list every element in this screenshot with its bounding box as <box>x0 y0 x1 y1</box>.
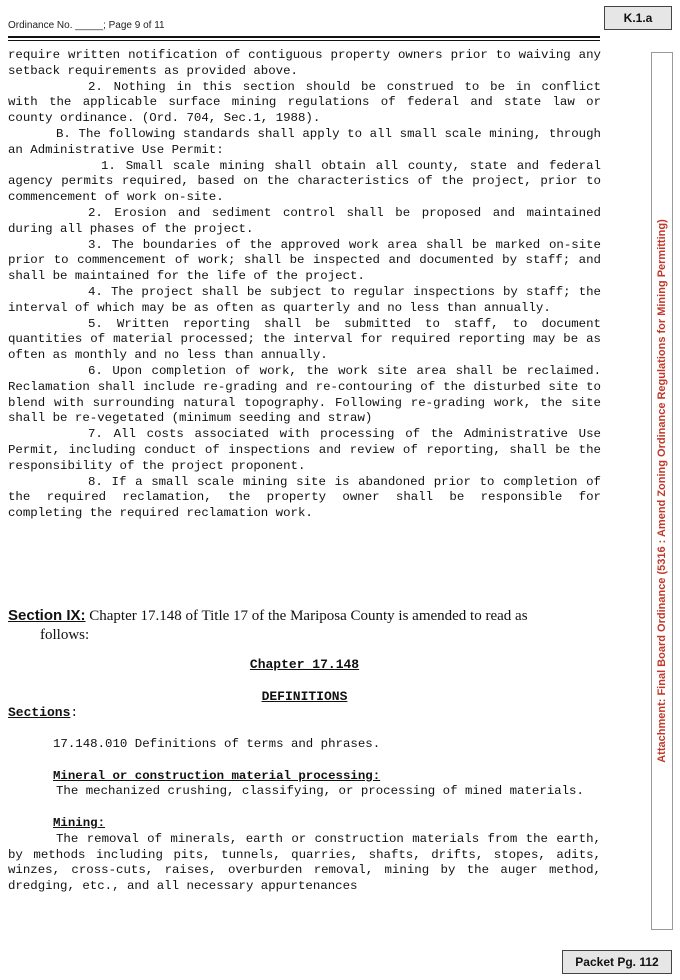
section-ix <box>8 606 601 645</box>
paragraph: 7. All costs associated with processing of the Administrative Use Permit, including conduct of inspections and review of reporting, shall be the responsibility of the project proponent. <box>8 427 601 473</box>
section-list-item: 17.148.010 Definitions of terms and phrases. <box>53 737 381 751</box>
spacer <box>8 753 601 769</box>
header-rule-thin <box>8 40 600 41</box>
header-rule <box>8 36 600 38</box>
paragraph: 6. Upon completion of work, the work site area shall be reclaimed. Reclamation shall include re-grading and re-contouring of the disturbed site to blend with surrounding natural topography. Following re-grading work, the site shall be re-vegetated (minimum seeding and straw) <box>8 363 601 426</box>
section-text-continued: follows: <box>40 627 90 643</box>
definition-text: The removal of minerals, earth or construction materials from the earth, by methods including pits, tunnels, quarries, shafts, drifts, stopes, adits, winzes, cross-cuts, raises, overburden removal, mining by the auger method, dredging, etc., and all necessary appurtenances <box>8 831 601 894</box>
paragraph: 8. If a small scale mining site is abandoned prior to completion of the required reclamation, the property owner shall be responsible for completing the required reclamation work. <box>8 474 601 521</box>
paragraph: 4. The project shall be subject to regular inspections by staff; the interval of which may be as often as quarterly and no less than annually. <box>8 284 601 315</box>
paragraph: B. The following standards shall apply to all small scale mining, through an Administrative Use Permit: <box>8 126 601 157</box>
sections-heading <box>8 705 78 720</box>
definition-term: Mining: <box>53 815 106 830</box>
chapter-title: Chapter 17.148 <box>249 657 360 672</box>
section-text: Chapter 17.148 of Title 17 of the Mariposa County is amended to read as <box>85 608 528 624</box>
section-label: Section IX: <box>8 607 86 624</box>
definitions-title: DEFINITIONS <box>261 689 348 704</box>
sections-colon: : <box>70 705 79 720</box>
paragraph: 2. Erosion and sediment control shall be proposed and maintained during all phases of the project. <box>8 205 601 236</box>
paragraph: require written notification of contiguous property owners prior to waiving any setback requirements as provided above. <box>8 48 601 78</box>
attachment-side-note: Attachment: Final Board Ordinance (5316 : Amend Zoning Ordinance Regulations for Mining Permitting) <box>656 219 668 763</box>
sections-label: Sections <box>8 705 71 720</box>
page-header: Ordinance No. _____; Page 9 of 11 <box>8 20 165 31</box>
packet-page-number: Packet Pg. 112 <box>562 950 672 974</box>
paragraph: 2. Nothing in this section should be construed to be in conflict with the applicable surface mining regulations of federal and state law or county ordinance. (Ord. 704, Sec.1, 1988). <box>8 79 601 126</box>
agenda-tag: K.1.a <box>604 6 672 30</box>
ordinance-body <box>8 48 601 522</box>
paragraph: 5. Written reporting shall be submitted to staff, to document quantities of material processed; the interval for required reporting may be as often as monthly and no less than annually. <box>8 316 601 363</box>
paragraph: 1. Small scale mining shall obtain all county, state and federal agency permits required, based on the characteristics of the project, prior to commencement of work on-site. <box>8 158 601 205</box>
spacer <box>8 800 601 816</box>
paragraph: 3. The boundaries of the approved work area shall be marked on-site prior to commencement of work; shall be inspected and documented by staff; and shall be maintained for the life of the project. <box>8 237 601 284</box>
definition-term: Mineral or construction material processing: <box>53 768 381 783</box>
definitions-body <box>8 737 601 895</box>
definition-text: The mechanized crushing, classifying, or processing of mined materials. <box>56 784 584 799</box>
